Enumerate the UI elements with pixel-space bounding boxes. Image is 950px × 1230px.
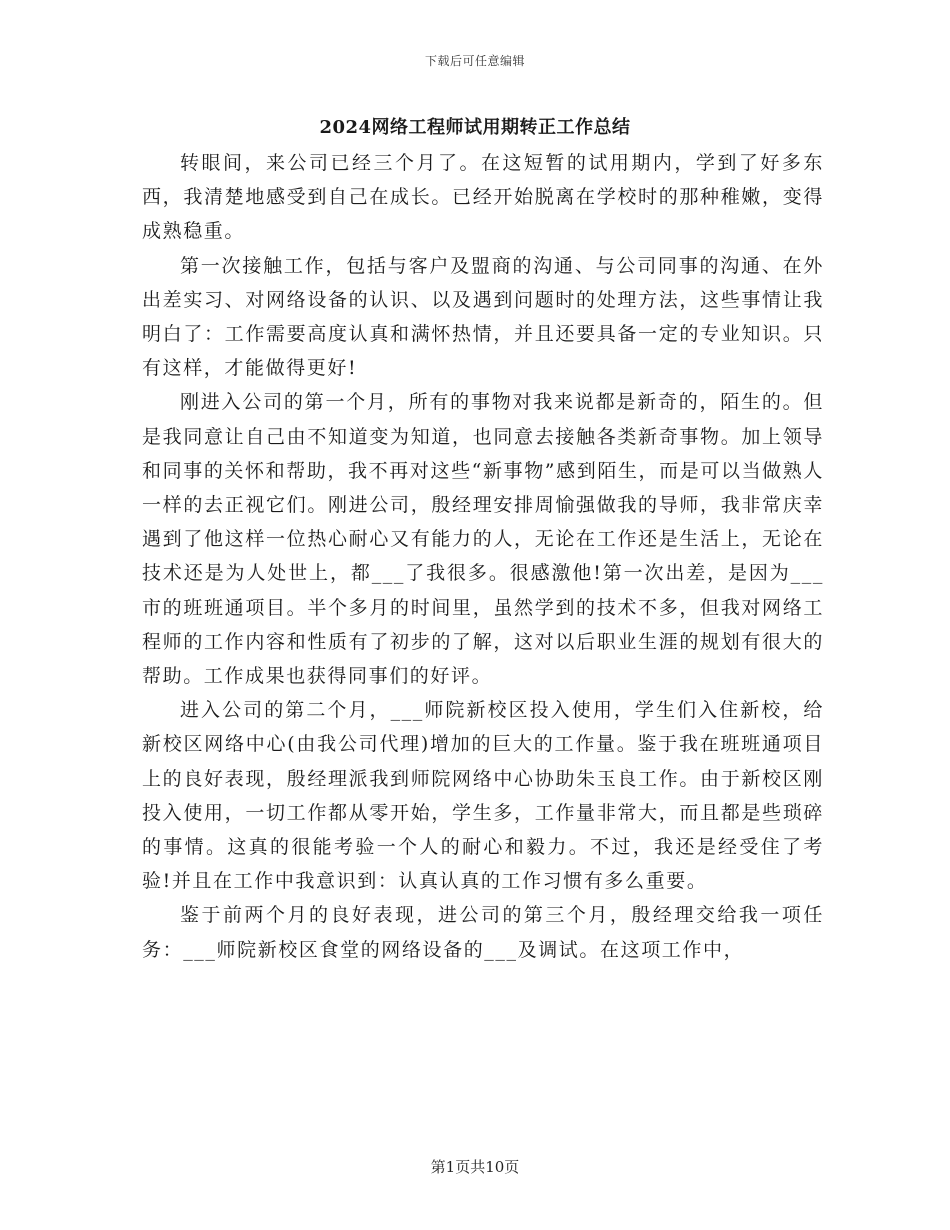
document-title: 2024网络工程师试用期转正工作总结 — [319, 117, 631, 138]
paragraph-4: 进入公司的第二个月，___师院新校区投入使用，学生们入住新校，给新校区网络中心(由我公司代理)增加的巨大的工作量。鉴于我在班班通项目上的良好表现，殷经理派我到师院网络中心协助朱玉良工作。由于新校区刚投入使用，一切工作都从零开始，学生多，工作量非常大，而且都是些琐碎的事情。这真的很能考验一个人的耐心和毅力。不过，我还是经受住了考验!并且在工作中我意识到：认真认真的工作习惯有多么重要。 — [142, 699, 824, 893]
paragraph-2: 第一次接触工作，包括与客户及盟商的沟通、与公司同事的沟通、在外出差实习、对网络设备的认识、以及遇到问题时的处理方法，这些事情让我明白了：工作需要高度认真和满怀热情，并且还要具备一定的专业知识。只有这样，才能做得更好! — [142, 254, 824, 380]
paragraph-3: 刚进入公司的第一个月，所有的事物对我来说都是新奇的，陌生的。但是我同意让自己由不知道变为知道，也同意去接触各类新奇事物。加上领导和同事的关怀和帮助，我不再对这些“新事物”感到陌生，而是可以当做熟人一样的去正视它们。刚进公司，殷经理安排周愉强做我的导师，我非常庆幸遇到了他这样一位热心耐心又有能力的人，无论在工作还是生活上，无论在技术还是为人处世上，都___了我很多。很感激他!第一次出差，是因为___市的班班通项目。半个多月的时间里，虽然学到的技术不多，但我对网络工程师的工作内容和性质有了初步的了解，这对以后职业生涯的规划有很大的帮助。工作成果也获得同事们的好评。 — [142, 391, 824, 688]
document-body — [142, 146, 824, 967]
header-note: 下载后可任意编辑 — [424, 54, 525, 68]
paragraph-1: 转眼间，来公司已经三个月了。在这短暂的试用期内，学到了好多东西，我清楚地感受到自己在成长。已经开始脱离在学校时的那种稚嫩，变得成熟稳重。 — [142, 152, 824, 243]
paragraph-5: 鉴于前两个月的良好表现，进公司的第三个月，殷经理交给我一项任务：___师院新校区食堂的网络设备的___及调试。在这项工作中， — [142, 904, 824, 961]
page-indicator: 第1页共10页 — [430, 1158, 520, 1176]
